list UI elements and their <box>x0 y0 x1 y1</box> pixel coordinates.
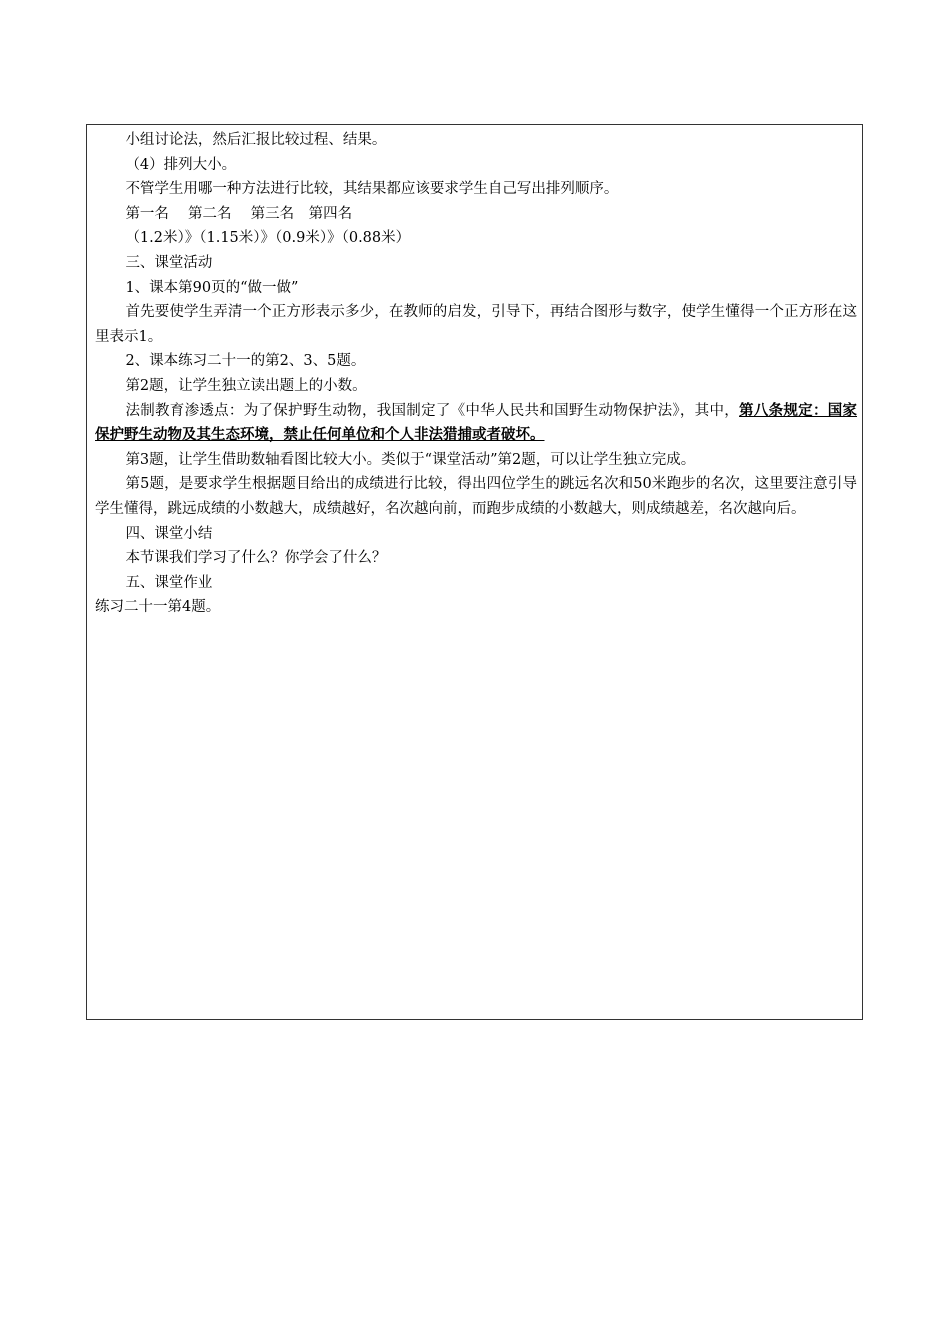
paragraph-question-2: 第2题，让学生独立读出题上的小数。 <box>125 377 367 394</box>
paragraph-question-5: 第5题，是要求学生根据题目给出的成绩进行比较，得出四位学生的跳远名次和50米跑步的名次，这里要注意引导学生懂得，跳远成绩的小数越大，成绩越好，名次越向前，而跑步成绩的小数越大，则成绩越差，名次越向后。 <box>95 476 857 517</box>
law-article-eight: 第八条规定：国家保护野生动物及其生态环境，禁止任何单位和个人非法猎捕或者破坏。 <box>95 401 858 444</box>
paragraph-rank-names: 第一名 第二名 第三名 第四名 <box>125 205 353 222</box>
paragraph-homework: 练习二十一第4题。 <box>95 599 221 616</box>
paragraph-law-education <box>95 399 857 448</box>
paragraph-question-3: 第3题，让学生借助数轴看图比较大小。类似于“课堂活动”第2题，可以让学生独立完成。 <box>125 451 696 468</box>
lesson-content <box>95 128 857 620</box>
section-heading-homework: 五、课堂作业 <box>125 574 213 591</box>
paragraph-summary-question: 本节课我们学习了什么？你学会了什么？ <box>125 550 387 567</box>
law-education-text: 法制教育渗透点：为了保护野生动物，我国制定了《中华人民共和国野生动物保护法》，其中， <box>125 402 740 419</box>
paragraph-exercise-list: 2、课本练习二十一的第2、3、5题。 <box>125 353 366 370</box>
paragraph-group-discussion: 小组讨论法，然后汇报比较过程、结果。 <box>125 132 387 148</box>
paragraph-do-it: 1、课本第90页的“做一做” <box>125 279 299 296</box>
lesson-table-cell <box>86 124 863 1020</box>
section-heading-class-activity: 三、课堂活动 <box>125 254 213 271</box>
paragraph-square-explanation: 首先要使学生弄清一个正方形表示多少，在教师的启发，引导下，再结合图形与数字，使学生懂得一个正方形在这里表示1。 <box>95 304 857 345</box>
section-heading-summary: 四、课堂小结 <box>125 525 213 542</box>
paragraph-rank-values: （1.2米）》（1.15米）》（0.9米）》（0.88米） <box>125 230 411 247</box>
paragraph-order-heading: （4）排列大小。 <box>125 156 237 173</box>
paragraph-order-instruction: 不管学生用哪一种方法进行比较，其结果都应该要求学生自己写出排列顺序。 <box>125 181 619 198</box>
